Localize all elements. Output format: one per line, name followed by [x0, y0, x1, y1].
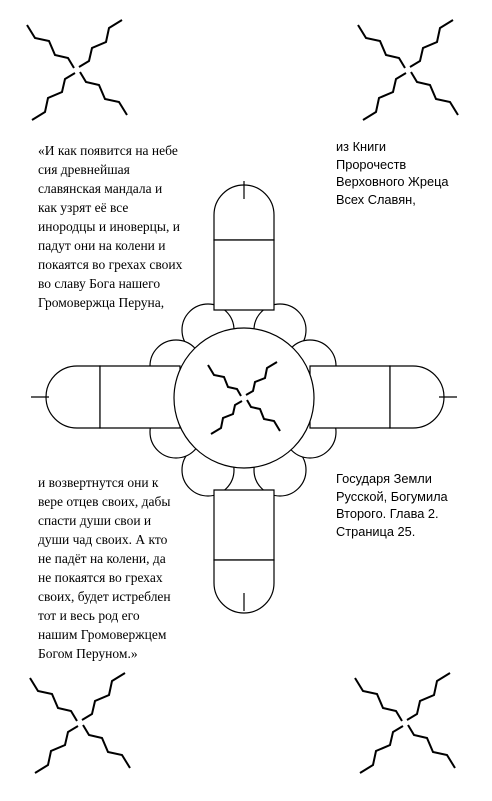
source-top [336, 138, 449, 208]
quote-bottom-line: спасти души свои и [38, 513, 152, 528]
source-bottom [336, 470, 448, 540]
quote-bottom [38, 473, 171, 663]
corner-symbol-bottom-left-icon [30, 673, 130, 773]
quote-top-line: славянская мандала и [38, 181, 163, 196]
quote-bottom-line: души чад своих. А кто [38, 532, 168, 547]
quote-top-line: как узрят её все [38, 200, 129, 215]
quote-top-line: покаятся во грехах своих [38, 257, 183, 272]
source-bottom-line: Страница 25. [336, 523, 416, 539]
quote-bottom-line: тот и весь род его [38, 608, 140, 623]
corner-symbol-top-right-icon [358, 20, 458, 120]
quote-bottom-line: вере отцев своих, дабы [38, 494, 171, 509]
quote-bottom-line: своих, будет истреблен [38, 589, 171, 604]
source-bottom-line: Государя Земли [336, 471, 432, 486]
quote-top-line: «И как появится на небе [38, 143, 178, 158]
quote-top-line: падут они на колени и [38, 238, 166, 253]
quote-top [38, 141, 182, 312]
quote-bottom-line: нашим Громовержцем [38, 627, 167, 642]
source-bottom-line: Второго. Глава 2. [336, 506, 439, 521]
source-bottom-line: Русской, Богумила [336, 488, 448, 504]
corner-symbol-top-left-icon [27, 20, 127, 120]
source-top-line: Верховного Жреца [336, 174, 449, 189]
corner-symbol-bottom-right-icon [355, 673, 455, 773]
quote-bottom-line: и возвертнутся они к [38, 475, 159, 490]
quote-top-line: Громовержца Перуна, [38, 295, 165, 310]
quote-bottom-line: не покаятся во грехах [38, 570, 163, 585]
source-top-line: Всех Славян, [336, 191, 416, 207]
quote-top-line: во славу Бога нашего [38, 276, 161, 291]
source-top-line: Пророчеств [336, 156, 407, 172]
quote-top-line: сия древнейшая [38, 162, 130, 177]
quote-bottom-line: не падёт на колени, да [38, 551, 166, 566]
quote-top-line: инородцы и иноверцы, и [38, 219, 180, 234]
source-top-line: из Книги [336, 139, 387, 154]
quote-bottom-line: Богом Перуном.» [38, 646, 138, 661]
